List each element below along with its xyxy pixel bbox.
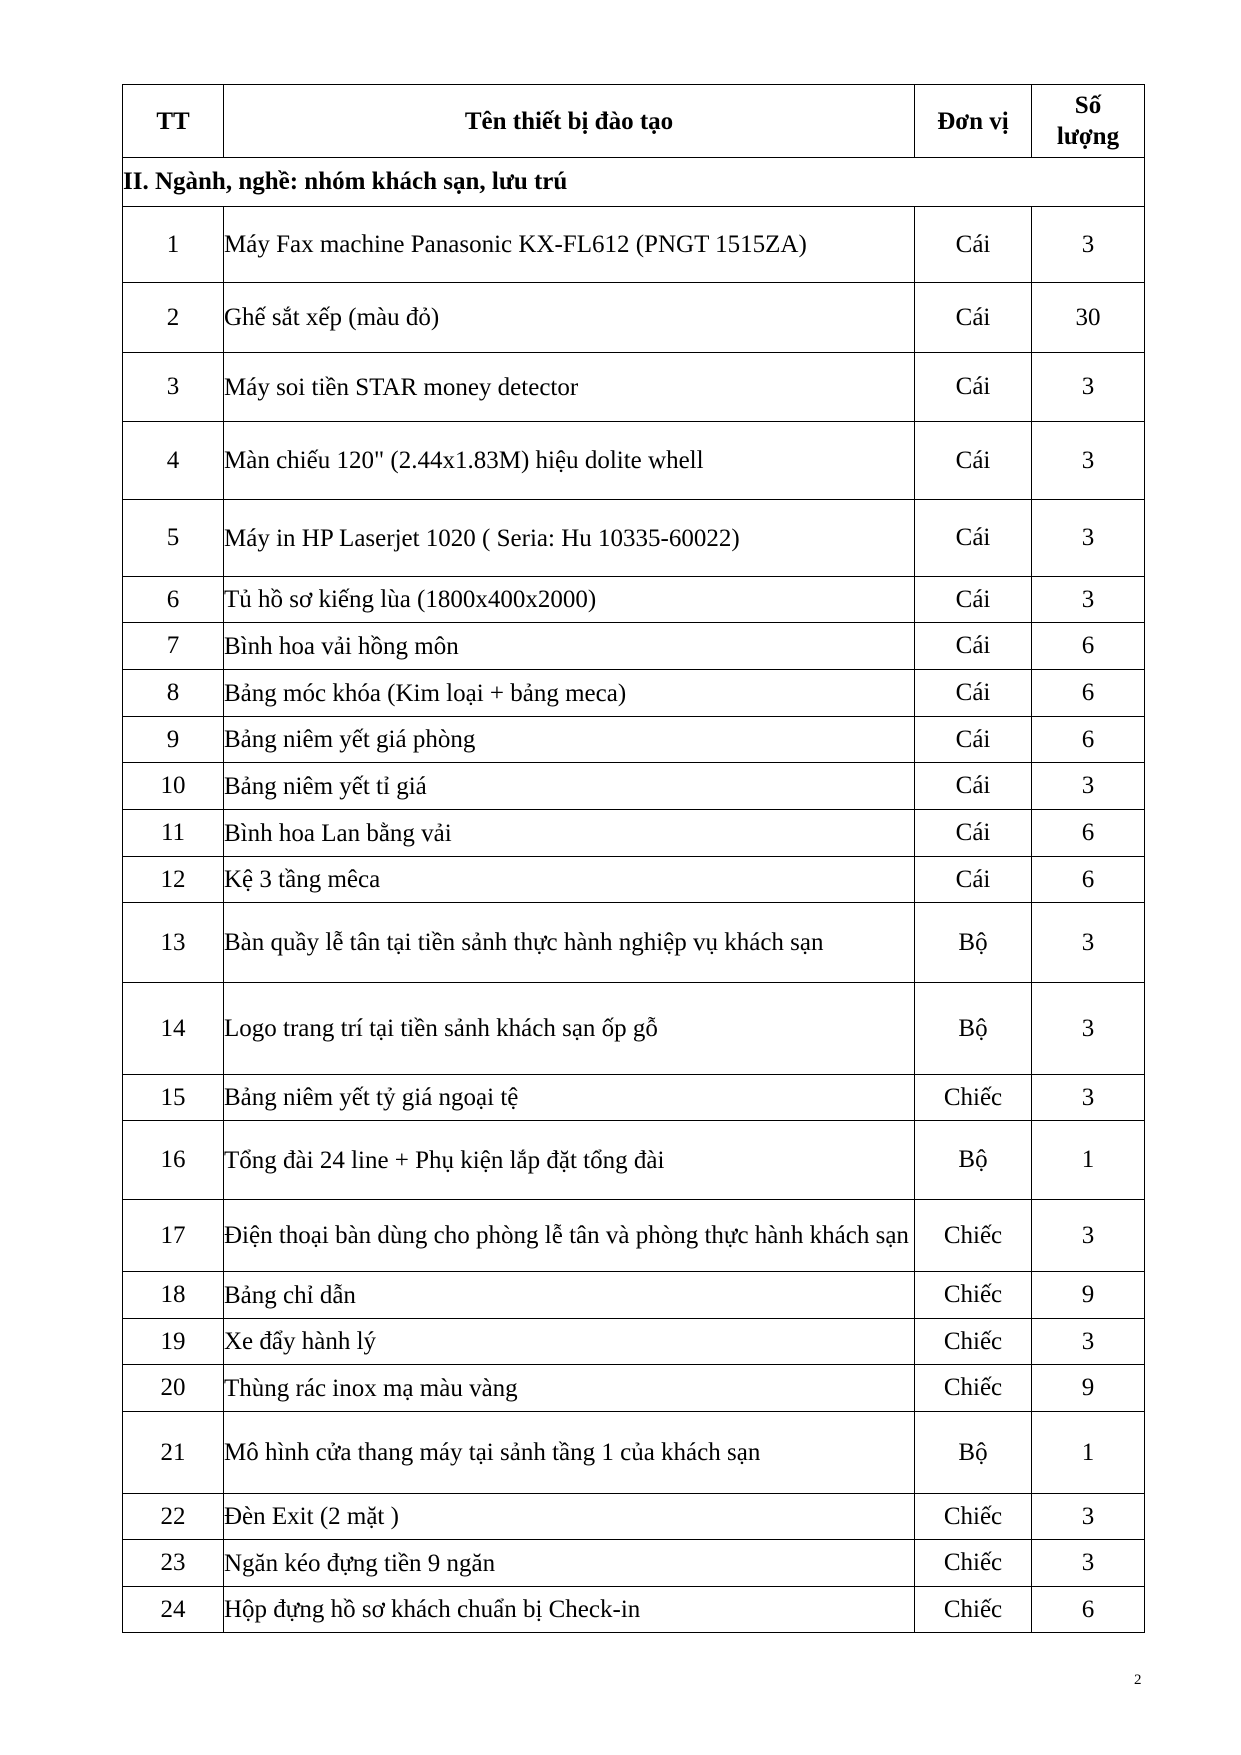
row-equipment-name: Bảng niêm yết tỉ giá (224, 763, 915, 810)
row-number: 17 (123, 1200, 224, 1272)
row-unit: Cái (915, 857, 1032, 903)
row-equipment-name: Điện thoại bàn dùng cho phòng lễ tân và phòng thực hành khách sạn (224, 1200, 915, 1272)
table-row (123, 353, 1145, 422)
row-number: 3 (123, 353, 224, 422)
table-row (123, 1494, 1145, 1540)
header-name: Tên thiết bị đào tạo (224, 85, 915, 158)
row-equipment-name: Ghế sắt xếp (màu đỏ) (224, 283, 915, 353)
row-quantity: 1 (1032, 1412, 1145, 1494)
row-quantity: 3 (1032, 422, 1145, 500)
row-equipment-name: Mô hình cửa thang máy tại sảnh tầng 1 của khách sạn (224, 1412, 915, 1494)
row-unit: Chiếc (915, 1365, 1032, 1412)
table-row (123, 422, 1145, 500)
table-row (123, 577, 1145, 623)
row-number: 21 (123, 1412, 224, 1494)
row-unit: Cái (915, 810, 1032, 857)
row-quantity: 9 (1032, 1272, 1145, 1319)
row-equipment-name: Xe đẩy hành lý (224, 1319, 915, 1365)
table-row (123, 670, 1145, 717)
row-quantity: 6 (1032, 810, 1145, 857)
row-unit: Chiếc (915, 1200, 1032, 1272)
row-number: 1 (123, 207, 224, 283)
row-quantity: 3 (1032, 1540, 1145, 1587)
row-unit: Cái (915, 670, 1032, 717)
row-number: 10 (123, 763, 224, 810)
row-equipment-name: Bảng móc khóa (Kim loại + bảng meca) (224, 670, 915, 717)
table-row (123, 763, 1145, 810)
row-unit: Chiếc (915, 1075, 1032, 1121)
row-equipment-name: Bình hoa vải hồng môn (224, 623, 915, 670)
header-qty-line1: Số (1074, 92, 1102, 119)
row-unit: Chiếc (915, 1494, 1032, 1540)
row-unit: Cái (915, 207, 1032, 283)
row-equipment-name: Kệ 3 tầng mêca (224, 857, 915, 903)
row-equipment-name: Bảng chỉ dẫn (224, 1272, 915, 1319)
row-number: 5 (123, 500, 224, 577)
table-row (123, 1075, 1145, 1121)
table-row (123, 1319, 1145, 1365)
row-number: 2 (123, 283, 224, 353)
row-number: 14 (123, 983, 224, 1075)
table-row (123, 903, 1145, 983)
row-number: 12 (123, 857, 224, 903)
table-row (123, 1587, 1145, 1633)
row-quantity: 6 (1032, 623, 1145, 670)
row-number: 15 (123, 1075, 224, 1121)
table-row (123, 717, 1145, 763)
table-row (123, 207, 1145, 283)
row-equipment-name: Tủ hồ sơ kiếng lùa (1800x400x2000) (224, 577, 915, 623)
row-number: 20 (123, 1365, 224, 1412)
row-unit: Chiếc (915, 1587, 1032, 1633)
table-row (123, 283, 1145, 353)
row-quantity: 1 (1032, 1121, 1145, 1200)
table-row (123, 623, 1145, 670)
row-quantity: 9 (1032, 1365, 1145, 1412)
row-number: 9 (123, 717, 224, 763)
row-unit: Chiếc (915, 1319, 1032, 1365)
row-number: 24 (123, 1587, 224, 1633)
row-quantity: 3 (1032, 353, 1145, 422)
row-equipment-name: Máy Fax machine Panasonic KX-FL612 (PNGT 1515ZA) (224, 207, 915, 283)
row-unit: Cái (915, 623, 1032, 670)
section-row (123, 158, 1145, 207)
row-unit: Cái (915, 717, 1032, 763)
row-quantity: 3 (1032, 1319, 1145, 1365)
row-quantity: 3 (1032, 207, 1145, 283)
row-equipment-name: Bảng niêm yết giá phòng (224, 717, 915, 763)
equipment-table (122, 84, 1145, 1633)
row-equipment-name: Bảng niêm yết tỷ giá ngoại tệ (224, 1075, 915, 1121)
header-qty (1032, 85, 1145, 158)
row-quantity: 6 (1032, 717, 1145, 763)
row-unit: Chiếc (915, 1540, 1032, 1587)
row-equipment-name: Đèn Exit (2 mặt ) (224, 1494, 915, 1540)
row-unit: Bộ (915, 903, 1032, 983)
row-equipment-name: Bàn quầy lễ tân tại tiền sảnh thực hành nghiệp vụ khách sạn (224, 903, 915, 983)
row-unit: Bộ (915, 983, 1032, 1075)
row-equipment-name: Máy soi tiền STAR money detector (224, 353, 915, 422)
row-number: 16 (123, 1121, 224, 1200)
table-row (123, 1200, 1145, 1272)
table-row (123, 500, 1145, 577)
table-row (123, 983, 1145, 1075)
row-quantity: 3 (1032, 983, 1145, 1075)
row-equipment-name: Logo trang trí tại tiền sảnh khách sạn ốp gỗ (224, 983, 915, 1075)
row-equipment-name: Máy in HP Laserjet 1020 ( Seria: Hu 10335-60022) (224, 500, 915, 577)
header-tt: TT (123, 85, 224, 158)
row-quantity: 3 (1032, 1494, 1145, 1540)
header-unit: Đơn vị (915, 85, 1032, 158)
row-number: 8 (123, 670, 224, 717)
section-title: II. Ngành, nghề: nhóm khách sạn, lưu trú (123, 158, 1145, 207)
row-equipment-name: Bình hoa Lan bằng vải (224, 810, 915, 857)
row-quantity: 3 (1032, 1075, 1145, 1121)
row-unit: Cái (915, 283, 1032, 353)
row-quantity: 6 (1032, 857, 1145, 903)
row-quantity: 3 (1032, 763, 1145, 810)
table-header-row (123, 85, 1145, 158)
table-row (123, 857, 1145, 903)
row-quantity: 6 (1032, 670, 1145, 717)
row-equipment-name: Hộp đựng hồ sơ khách chuẩn bị Check-in (224, 1587, 915, 1633)
row-equipment-name: Thùng rác inox mạ màu vàng (224, 1365, 915, 1412)
row-equipment-name: Màn chiếu 120" (2.44x1.83M) hiệu dolite whell (224, 422, 915, 500)
row-number: 4 (123, 422, 224, 500)
row-unit: Cái (915, 577, 1032, 623)
row-quantity: 3 (1032, 577, 1145, 623)
row-quantity: 3 (1032, 1200, 1145, 1272)
page-number: 2 (1134, 1672, 1142, 1688)
table-row (123, 1412, 1145, 1494)
row-quantity: 30 (1032, 283, 1145, 353)
row-number: 13 (123, 903, 224, 983)
header-qty-line2: lượng (1056, 123, 1120, 150)
row-equipment-name: Tổng đài 24 line + Phụ kiện lắp đặt tổng đài (224, 1121, 915, 1200)
row-unit: Cái (915, 763, 1032, 810)
row-quantity: 6 (1032, 1587, 1145, 1633)
table-row (123, 1540, 1145, 1587)
table-row (123, 810, 1145, 857)
row-number: 11 (123, 810, 224, 857)
table-row (123, 1365, 1145, 1412)
row-equipment-name: Ngăn kéo đựng tiền 9 ngăn (224, 1540, 915, 1587)
row-unit: Bộ (915, 1121, 1032, 1200)
row-number: 23 (123, 1540, 224, 1587)
table-row (123, 1272, 1145, 1319)
row-unit: Cái (915, 500, 1032, 577)
row-number: 7 (123, 623, 224, 670)
row-quantity: 3 (1032, 903, 1145, 983)
row-unit: Chiếc (915, 1272, 1032, 1319)
row-unit: Cái (915, 353, 1032, 422)
row-unit: Cái (915, 422, 1032, 500)
row-quantity: 3 (1032, 500, 1145, 577)
row-number: 19 (123, 1319, 224, 1365)
row-number: 6 (123, 577, 224, 623)
row-number: 18 (123, 1272, 224, 1319)
table-row (123, 1121, 1145, 1200)
row-number: 22 (123, 1494, 224, 1540)
row-unit: Bộ (915, 1412, 1032, 1494)
